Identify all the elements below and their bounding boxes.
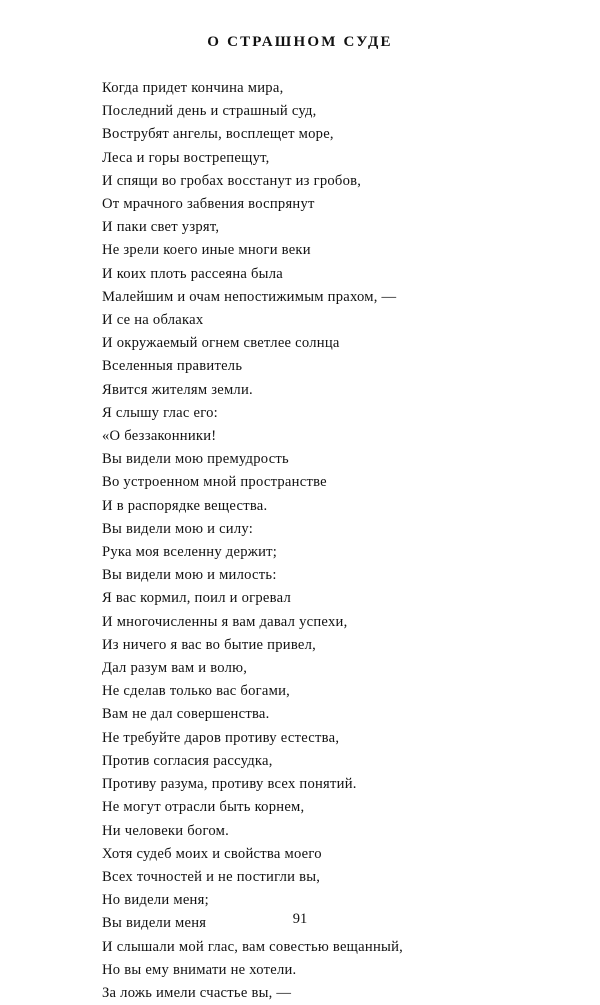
poem-line: И многочисленны я вам давал успехи, [102, 613, 348, 630]
poem-line: Я вас кормил, поил и огревал [102, 590, 291, 607]
poem-line: Явится жителям земли. [102, 381, 253, 398]
poem-line: Вы видели меня [102, 915, 207, 932]
poem-line: Дал разум вам и волю, [102, 660, 248, 677]
poem-line: Не требуйте даров противу естества, [102, 729, 340, 746]
poem-line: «О беззаконники! [102, 428, 217, 445]
poem-line: Не зрели коего иные многи веки [102, 242, 311, 259]
poem-line: Вселенныя правитель [102, 358, 243, 375]
poem-line: И паки свет узрят, [102, 219, 220, 236]
poem-line: Леса и горы вострепещут, [102, 149, 270, 166]
poem-line: И се на облаках [102, 312, 204, 329]
poem-line: Из ничего я вас во бытие привел, [102, 636, 317, 653]
poem-line: И спящи во гробах восстанут из гробов, [102, 172, 362, 189]
poem-line: Но вы ему внимати не хотели. [102, 961, 297, 978]
poem-line: Не сделав только вас богами, [102, 683, 291, 700]
poem-line: Против согласия рассудка, [102, 752, 273, 769]
poem-line: Вам не дал совершенства. [102, 706, 270, 723]
poem-line: И коих плоть рассеяна была [102, 265, 283, 282]
poem-line: Противу разума, противу всех понятий. [102, 776, 357, 793]
poem-line: За ложь имели счастье вы, — [102, 984, 292, 1001]
poem-line: И окружаемый огнем светлее солнца [102, 335, 340, 352]
poem-line: Всех точностей и не постигли вы, [102, 868, 321, 885]
poem-line: Рука моя вселенну держит; [102, 544, 278, 561]
poem-line: Вы видели мою и силу: [102, 520, 254, 537]
poem-line: Вы видели мою и милость: [102, 567, 277, 584]
poem-line: Но видели меня; [102, 892, 209, 909]
poem-line: Последний день и страшный суд, [102, 103, 317, 120]
page-title: О СТРАШНОМ СУДЕ [207, 34, 393, 50]
poem-body [102, 77, 560, 1005]
poem-line: От мрачного забвения воспрянут [102, 196, 315, 213]
poem-line: И слышали мой глас, вам совестью вещанный, [102, 938, 404, 955]
poem-line: Когда придет кончина мира, [102, 80, 284, 96]
poem-line: Вострубят ангелы, восплещет море, [102, 126, 334, 143]
poem-line: Во устроенном мной пространстве [102, 474, 327, 491]
poem-line: Я слышу глас его: [102, 404, 218, 421]
poem-line: Не могут отрасли быть корнем, [102, 799, 305, 816]
poem-line: Малейшим и очам непостижимым прахом, — [102, 288, 397, 305]
poem-line: Вы видели мою премудрость [102, 451, 289, 468]
poem-line: И в распорядке вещества. [102, 497, 268, 514]
poem-line: Ни человеки богом. [102, 822, 229, 839]
poem-line: Хотя судеб моих и свойства моего [102, 845, 322, 862]
page-number: 91 [292, 911, 308, 927]
